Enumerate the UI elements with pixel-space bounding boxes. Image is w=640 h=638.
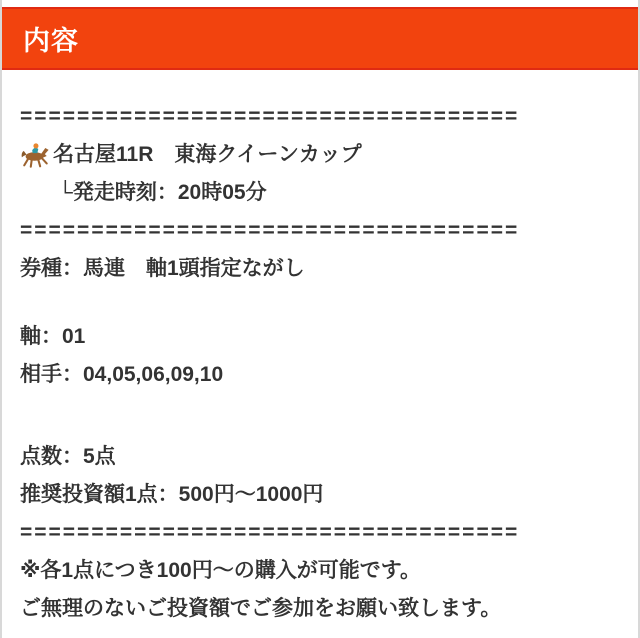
points-line: 点数：5点 bbox=[20, 445, 116, 468]
partners-line: 相手：04,05,06,09,10 bbox=[20, 363, 224, 386]
note-line-1: ※各1点につき100円〜の購入が可能です。 bbox=[20, 559, 422, 582]
content-body bbox=[2, 70, 638, 628]
separator-top: =================================== bbox=[20, 105, 520, 128]
horse-racing-icon bbox=[20, 140, 53, 170]
separator-bottom: =================================== bbox=[20, 521, 520, 544]
race-start-time: └発走時刻：20時05分 bbox=[58, 181, 267, 204]
separator-middle: =================================== bbox=[20, 219, 520, 242]
race-title: 名古屋11R 東海クイーンカップ bbox=[53, 143, 362, 166]
bet-type-line: 券種：馬連 軸1頭指定ながし bbox=[20, 257, 305, 280]
axis-line: 軸：01 bbox=[20, 325, 86, 348]
section-title: 内容 bbox=[23, 26, 79, 56]
race-title-line bbox=[20, 136, 618, 174]
investment-line: 推奨投資額1点：500円〜1000円 bbox=[20, 483, 324, 506]
note-line-2: ご無理のないご投資額でご参加をお願い致します。 bbox=[20, 597, 502, 620]
section-header bbox=[2, 7, 638, 70]
